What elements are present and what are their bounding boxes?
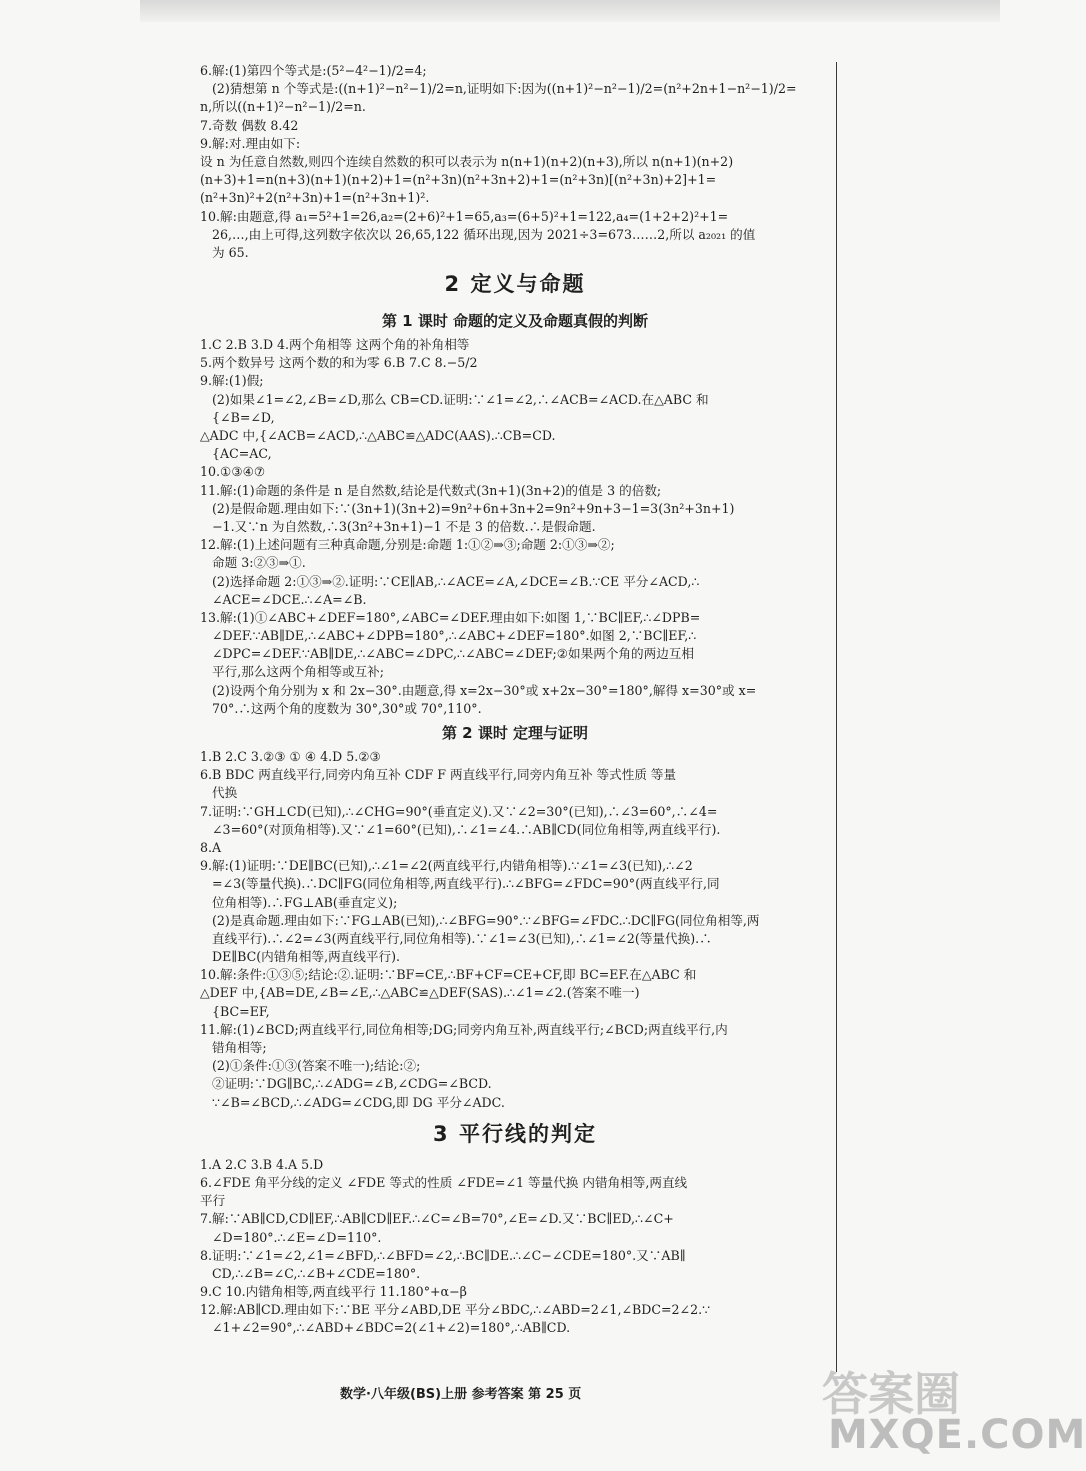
answer-line: (2)是真命题.理由如下:∵FG⊥AB(已知),∴∠BFG=90°.∵∠BFG=∠FDC.∴DC∥FG(同位角相等,两 [212,912,760,928]
answer-line: −1.又∵n 为自然数,∴3(3n²+3n+1)−1 不是 3 的倍数.∴是假命题. [212,518,596,534]
section-title: 3 平行线的判定 [433,1121,597,1146]
answer-line: =∠3(等量代换).∴DC∥FG(同位角相等,两直线平行).∴∠BFG=∠FDC=90°(两直线平行,同 [212,876,720,892]
lesson-title: 第 2 课时 定理与证明 [441,724,589,742]
answer-line: 10.解:由题意,得 a₁=5²+1=26,a₂=(2+6)²+1=65,a₃=(6+5)²+1=122,a₄=(1+2+2)²+1= [200,208,729,224]
page-footer: 数学·八年级(BS)上册 参考答案 第 25 页 [340,1387,582,1402]
answer-line: 6.B BDC 两直线平行,同旁内角互补 CDF F 两直线平行,同旁内角互补 等式性质 等量 [200,767,677,783]
lesson-title: 第 1 课时 命题的定义及命题真假的判断 [381,312,649,331]
answer-line: ∠D=180°.∴∠E=∠D=110°. [212,1229,382,1245]
answer-line: ∠1+∠2=90°,∴∠ABD+∠BDC=2(∠1+∠2)=180°,∴AB∥CD. [212,1320,571,1336]
answer-line: 70°.∴这两个角的度数为 30°,30°或 70°,110°. [212,700,482,716]
answer-line: △ADC 中,{∠ACB=∠ACD,∴△ABC≌△ADC(AAS).∴CB=CD. [200,428,556,443]
answer-line: 7.证明:∵GH⊥CD(已知),∴∠CHG=90°(垂直定义).又∵∠2=30°(已知),∴∠3=60°,∴∠4= [200,803,718,819]
answer-line: {AC=AC, [212,446,272,462]
answer-line: 1.C 2.B 3.D 4.两个角相等 这两个角的补角相等 [200,337,470,353]
answer-line: CD,∴∠B=∠C,∴∠B+∠CDE=180°. [212,1265,421,1281]
answer-line: {∠B=∠D, [212,409,275,425]
answer-line: △DEF 中,{AB=DE,∠B=∠E,∴△ABC≌△DEF(SAS).∴∠1=∠2.(答案不唯一) [200,985,640,1001]
answer-line: (n²+3n)²+2(n²+3n)+1=(n²+3n+1)². [200,190,430,206]
answer-line: 9.解:(1)证明:∵DE∥BC(已知),∴∠1=∠2(两直线平行,内错角相等).∵∠1=∠3(已知),∴∠2 [200,858,693,874]
answer-line: 12.解:AB∥CD.理由如下:∵BE 平分∠ABD,DE 平分∠BDC,∴∠ABD=2∠1,∠BDC=2∠2.∵ [200,1302,711,1318]
answer-line: (2)设两个角分别为 x 和 2x−30°.由题意,得 x=2x−30°或 x+2x−30°=180°,解得 x=30°或 x= [212,682,757,698]
answer-line: 6.∠FDE 角平分线的定义 ∠FDE 等式的性质 ∠FDE=∠1 等量代换 内错角相等,两直线 [200,1174,688,1190]
answer-line: ∠DEF.∵AB∥DE,∴∠ABC+∠DPB=180°,∴∠ABC+∠DEF=180°.如图 2,∵BC∥EF,∴ [212,628,697,644]
answer-line: 位角相等).∴FG⊥AB(垂直定义); [212,894,398,910]
answer-line: 平行 [200,1193,226,1209]
answer-line: 直线平行).∴∠2=∠3(两直线平行,同位角相等).∵∠1=∠3(已知),∴∠1=∠2(等量代换).∴ [212,930,712,946]
answer-line: (2)猜想第 n 个等式是:((n+1)²−n²−1)/2=n,证明如下:因为((n+1)²−n²−1)/2=(n²+2n+1−n²−1)/2= [212,81,797,97]
answer-line: 1.A 2.C 3.B 4.A 5.D [200,1156,324,1172]
answer-line: 10.①③④⑦ [200,464,266,480]
answer-line: 12.解:(1)上述问题有三种真命题,分别是:命题 1:①②⇒③;命题 2:①③⇒②; [200,537,615,553]
answer-line: 代换 [212,785,238,801]
answer-line: 命题 3:②③⇒①. [212,555,306,571]
answer-line: 7.奇数 偶数 8.42 [200,117,299,133]
watermark-text: MXQE.COM [828,1412,1086,1458]
section-title: 2 定义与命题 [444,272,586,297]
answer-lines [200,62,830,1338]
answer-line: (2)选择命题 2:①③⇒②.证明:∵CE∥AB,∴∠ACE=∠A,∠DCE=∠B.∵CE 平分∠ACD,∴ [212,573,700,589]
answer-line: 设 n 为任意自然数,则四个连续自然数的积可以表示为 n(n+1)(n+2)(n+3),所以 n(n+1)(n+2) [200,153,734,169]
answer-line: ∠3=60°(对顶角相等).又∵∠1=60°(已知),∴∠1=∠4.∴AB∥CD(同位角相等,两直线平行). [212,821,721,837]
answer-line: 为 65. [212,244,249,260]
answer-line: ∠ACE=∠DCE.∴∠A=∠B. [212,591,367,607]
answer-line: 平行,那么这两个角相等或互补; [212,664,384,680]
answer-line: 6.解:(1)第四个等式是:(5²−4²−1)/2=4; [200,63,427,78]
answer-line: 9.解:对.理由如下: [200,135,301,151]
answer-line: 10.解:条件:①③⑤;结论:②.证明:∵BF=CE,∴BF+CF=CE+CF,即 BC=EF.在△ABC 和 [200,967,697,983]
answer-line: (2)是假命题.理由如下:∵(3n+1)(3n+2)=9n²+6n+3n+2=9n²+9n+3−1=3(3n²+3n+1) [212,500,735,516]
answer-line: ∠DPC=∠DEF.∵AB∥DE,∴∠ABC=∠DPC,∴∠ABC=∠DEF;②如果两个角的两边互相 [212,646,694,662]
answer-page [200,62,837,1372]
answer-line: 8.证明:∵∠1=∠2,∠1=∠BFD,∴∠BFD=∠2,∴BC∥DE.∴∠C−∠CDE=180°.又∵AB∥ [200,1247,686,1263]
answer-line: n,所以((n+1)²−n²−1)/2=n. [200,99,366,115]
answer-line: 9.C 10.内错角相等,两直线平行 11.180°+α−β [200,1284,467,1300]
answer-line: ∵∠B=∠BCD,∴∠ADG=∠CDG,即 DG 平分∠ADC. [212,1094,505,1110]
answer-line: 错角相等; [212,1040,267,1055]
answer-line: 11.解:(1)命题的条件是 n 是自然数,结论是代数式(3n+1)(3n+2)的值是 3 的倍数; [200,482,662,498]
watermark-logo: 答案圈 [822,1367,960,1421]
answer-line: 1.B 2.C 3.②③ ① ④ 4.D 5.②③ [200,749,381,764]
answer-line: (2)①条件:①③(答案不唯一);结论:②; [212,1058,421,1074]
answer-line: (2)如果∠1=∠2,∠B=∠D,那么 CB=CD.证明:∵∠1=∠2,∴∠ACB=∠ACD.在△ABC 和 [212,391,709,407]
answer-line: 8.A [200,839,222,855]
answer-line: {BC=EF, [212,1003,270,1019]
answer-line: DE∥BC(内错角相等,两直线平行). [212,949,401,965]
answer-line: ②证明:∵DG∥BC,∴∠ADG=∠B,∠CDG=∠BCD. [212,1076,492,1092]
scan-edge [140,0,1000,22]
answer-line: 26,…,由上可得,这列数字依次以 26,65,122 循环出现,因为 2021÷3=673……2,所以 a₂₀₂₁ 的值 [212,226,756,242]
answer-line: (n+3)+1=n(n+3)(n+1)(n+2)+1=(n²+3n)(n²+3n+2)+1=(n²+3n)[(n²+3n)+2]+1= [200,172,717,188]
answer-line: 9.解:(1)假; [200,373,264,389]
answer-line: 7.解:∵AB∥CD,CD∥EF,∴AB∥CD∥EF.∴∠C=∠B=70°,∠E=∠D.又∵BC∥ED,∴∠C+ [200,1211,674,1227]
answer-line: 11.解:(1)∠BCD;两直线平行,同位角相等;DG;同旁内角互补,两直线平行;∠BCD;两直线平行,内 [200,1021,728,1037]
answer-line: 5.两个数异号 这两个数的和为零 6.B 7.C 8.−5/2 [200,355,478,371]
answer-line: 13.解:(1)①∠ABC+∠DEF=180°,∠ABC=∠DEF.理由如下:如图 1,∵BC∥EF,∴∠DPB= [200,609,701,625]
